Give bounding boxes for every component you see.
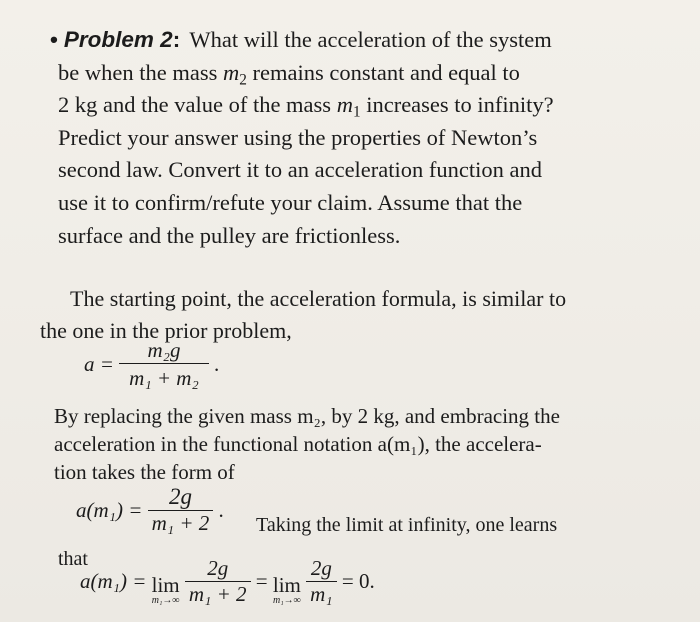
mass-variable: m xyxy=(336,92,353,118)
formula-fraction xyxy=(185,556,251,607)
problem-line-6: use it to confirm/refute your claim. Assume that the xyxy=(58,189,523,215)
limit-subscript: m₁→∞ xyxy=(151,595,180,606)
problem-line-7: surface and the pulley are frictionless. xyxy=(58,222,401,248)
problem-text: increases to infinity? xyxy=(360,92,554,118)
equals-sign: = xyxy=(255,569,268,593)
formula-end: . xyxy=(218,497,224,522)
problem-text: be when the mass xyxy=(58,59,223,85)
problem-line-5: second law. Convert it to an acceleration function and xyxy=(58,157,542,183)
problem-text: What will the acceleration of the system xyxy=(189,27,552,52)
acceleration-formula xyxy=(84,338,219,391)
problem-line-3 xyxy=(58,89,678,122)
formula-end: . xyxy=(214,352,220,376)
formula-denominator: m₁ + m₂ xyxy=(119,363,209,391)
function-formula xyxy=(76,484,224,536)
solution-line-1: The starting point, the acceleration formula, is similar to xyxy=(70,286,567,311)
formula-numerator: 2g xyxy=(310,556,332,580)
limit-word: lim xyxy=(151,573,180,597)
solution-line-2: the one in the prior problem, xyxy=(40,318,292,343)
formula-lhs: a = xyxy=(84,352,114,376)
limit-word: lim xyxy=(272,573,301,597)
problem-text: 2 kg and the value of the mass xyxy=(58,92,337,118)
problem-colon: : xyxy=(172,27,181,52)
problem-statement xyxy=(50,24,678,252)
limit-operator xyxy=(273,573,301,606)
formula-denominator: m₁ + 2 xyxy=(148,510,214,536)
formula-numerator: m₂g xyxy=(147,338,181,362)
formula-denominator: m₁ + 2 xyxy=(185,581,251,607)
formula-fraction xyxy=(148,484,214,536)
formula-lhs: a(m₁) = xyxy=(76,497,143,522)
mass-subscript: 2 xyxy=(239,71,247,89)
formula-numerator: 2g xyxy=(207,556,229,580)
problem-text: remains constant and equal to xyxy=(246,59,520,85)
formula-end: = 0. xyxy=(341,569,375,593)
problem-line-1 xyxy=(50,24,678,57)
mass-variable: m xyxy=(222,59,240,85)
limit-subscript: m₁→∞ xyxy=(272,595,301,606)
solution-line-7: that xyxy=(58,548,88,570)
solution-line-4: acceleration in the functional notation a(m₁), the accelera- xyxy=(54,432,542,456)
limit-formula xyxy=(80,556,375,607)
formula-fraction xyxy=(119,338,209,391)
limit-operator xyxy=(152,573,180,606)
problem-line-4: Predict your answer using the properties of Newton’s xyxy=(58,124,538,150)
solution-line-6: Taking the limit at infinity, one learns xyxy=(256,514,558,536)
mass-subscript: 1 xyxy=(352,103,361,121)
solution-line-5: tion takes the form of xyxy=(54,460,235,484)
formula-fraction xyxy=(306,556,336,607)
solution-line-3: By replacing the given mass m₂, by 2 kg, and embracing the xyxy=(54,404,560,428)
formula-denominator: m₁ xyxy=(306,581,336,607)
bullet-icon: • xyxy=(50,27,58,52)
formula-lhs: a(m₁) = xyxy=(80,569,147,593)
problem-line-2 xyxy=(58,57,678,90)
formula-numerator: 2g xyxy=(168,484,192,509)
problem-title: Problem 2 xyxy=(63,27,173,52)
